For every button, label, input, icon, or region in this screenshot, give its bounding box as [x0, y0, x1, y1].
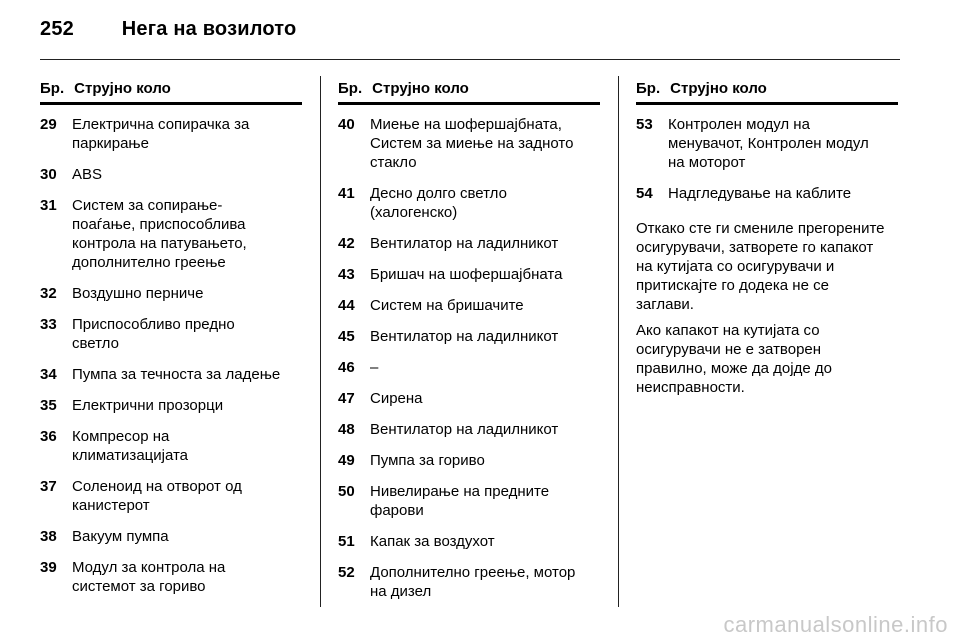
fuse-circuit: Компресор на климатизацијата	[72, 428, 189, 464]
fuse-number: 31	[40, 197, 57, 214]
fuse-circuit: Модул за контрола на системот за гориво	[72, 559, 226, 595]
fuse-circuit: Електрична сопирачка за паркирање	[72, 116, 250, 152]
fuse-column-3	[636, 80, 898, 404]
fuse-row	[636, 115, 898, 172]
fuse-number: 41	[338, 185, 355, 202]
fuse-row	[338, 184, 600, 222]
column-header-circuit: Струјно коло	[74, 80, 171, 97]
page-header	[40, 18, 296, 48]
fuse-circuit: Воздушно перниче	[72, 285, 204, 302]
fuse-circuit: Дополнително греење, мотор на дизел	[370, 564, 576, 600]
fuse-row	[338, 420, 600, 439]
fuse-row	[636, 184, 898, 203]
column-header	[40, 80, 302, 105]
column-header-no: Бр.	[40, 80, 65, 97]
fuse-number: 48	[338, 421, 355, 438]
instruction-paragraph: Откако сте ги смениле прегорените осигурувачи, затворете го капакот на кутијата со осигурувачи и притискајте го додека не се заглави.	[636, 220, 885, 313]
column-divider-2	[618, 76, 619, 607]
fuse-number: 42	[338, 235, 355, 252]
fuse-circuit: Контролен модул на менувачот, Контролен модул на моторот	[668, 116, 869, 171]
fuse-number: 53	[636, 116, 653, 133]
column-header-no: Бр.	[636, 80, 661, 97]
fuse-column-2	[338, 80, 600, 613]
column-divider-1	[320, 76, 321, 607]
fuse-row	[40, 477, 302, 515]
fuse-circuit: Нивелирање на предните фарови	[370, 483, 550, 519]
fuse-number: 51	[338, 533, 355, 550]
column-header-circuit: Струјно коло	[372, 80, 469, 97]
fuse-circuit: Капак за воздухот	[370, 533, 495, 550]
fuse-number: 40	[338, 116, 355, 133]
page-title: Нега на возилото	[121, 18, 297, 40]
fuse-row	[338, 265, 600, 284]
fuse-circuit: Систем за сопирање- поаѓање, приспособлива контрола на патувањето, дополнително греење	[72, 197, 247, 271]
fuse-circuit: ABS	[72, 166, 103, 183]
fuse-number: 35	[40, 397, 57, 414]
column-header-no: Бр.	[338, 80, 363, 97]
fuse-circuit: Пумпа за гориво	[370, 452, 485, 469]
fuse-circuit: Десно долго светло (халогенско)	[370, 185, 507, 221]
column-header	[338, 80, 600, 105]
fuse-circuit: Сирена	[370, 390, 423, 407]
fuse-row	[40, 365, 302, 384]
fuse-circuit: Пумпа за течноста за ладење	[72, 366, 281, 383]
fuse-column-1	[40, 80, 302, 608]
fuse-number: 49	[338, 452, 355, 469]
page-number: 252	[40, 18, 74, 40]
fuse-number: 36	[40, 428, 57, 445]
fuse-circuit: –	[370, 359, 379, 376]
fuse-row	[338, 563, 600, 601]
fuse-row	[338, 296, 600, 315]
fuse-row	[338, 358, 600, 377]
fuse-row	[40, 284, 302, 303]
fuse-number: 50	[338, 483, 355, 500]
fuse-row	[40, 558, 302, 596]
fuse-row	[40, 165, 302, 184]
column-header	[636, 80, 898, 105]
fuse-row	[40, 427, 302, 465]
fuse-circuit: Вентилатор на ладилникот	[370, 421, 559, 438]
fuse-number: 30	[40, 166, 57, 183]
fuse-circuit: Електрични прозорци	[72, 397, 224, 414]
fuse-number: 39	[40, 559, 57, 576]
fuse-row	[40, 115, 302, 153]
fuse-number: 37	[40, 478, 57, 495]
fuse-circuit: Вакуум пумпа	[72, 528, 169, 545]
fuse-row	[338, 532, 600, 551]
fuse-number: 47	[338, 390, 355, 407]
fuse-row	[40, 527, 302, 546]
fuse-number: 32	[40, 285, 57, 302]
fuse-circuit: Миење на шофершајбната, Систем за миење на задното стакло	[370, 116, 574, 171]
warning-paragraph: Ако капакот на кутијата со осигурувачи не е затворен правилно, може да дојде до неисправности.	[636, 322, 832, 396]
watermark: carmanualsonline.info	[723, 612, 948, 637]
column-header-circuit: Струјно коло	[670, 80, 767, 97]
fuse-row	[40, 196, 302, 272]
fuse-circuit: Приспособливо предно светло	[72, 316, 235, 352]
fuse-number: 38	[40, 528, 57, 545]
fuse-number: 54	[636, 185, 653, 202]
fuse-number: 34	[40, 366, 57, 383]
fuse-circuit: Вентилатор на ладилникот	[370, 328, 559, 345]
header-divider	[40, 59, 900, 60]
fuse-number: 44	[338, 297, 355, 314]
fuse-number: 52	[338, 564, 355, 581]
fuse-row	[338, 389, 600, 408]
fuse-number: 33	[40, 316, 57, 333]
fuse-circuit: Соленоид на отворот од канистерот	[72, 478, 242, 514]
fuse-row	[40, 396, 302, 415]
fuse-number: 46	[338, 359, 355, 376]
fuse-row	[338, 327, 600, 346]
fuse-number: 43	[338, 266, 355, 283]
fuse-row	[338, 482, 600, 520]
fuse-row	[338, 451, 600, 470]
fuse-row	[338, 234, 600, 253]
fuse-circuit: Бришач на шофершајбната	[370, 266, 563, 283]
fuse-circuit: Систем на бришачите	[370, 297, 524, 314]
fuse-row	[40, 315, 302, 353]
fuse-number: 45	[338, 328, 355, 345]
fuse-circuit: Надгледување на каблите	[668, 185, 852, 202]
fuse-circuit: Вентилатор на ладилникот	[370, 235, 559, 252]
fuse-row	[338, 115, 600, 172]
fuse-number: 29	[40, 116, 57, 133]
